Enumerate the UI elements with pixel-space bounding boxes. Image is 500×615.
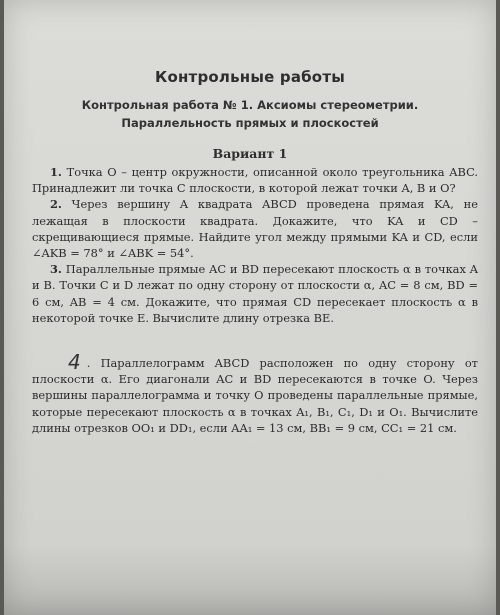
problem-list <box>32 164 478 436</box>
test-title-line-1: Контрольная работа № 1. Аксиомы стереометрии. <box>81 98 419 112</box>
section-title: Контрольные работы <box>155 68 345 86</box>
test-title <box>4 96 496 132</box>
problem-number: 2. <box>50 197 62 212</box>
book-page <box>4 0 496 615</box>
problem-2 <box>32 196 478 261</box>
test-title-line-2: Параллельность прямых и плоскостей <box>121 116 379 130</box>
problem-number: 3. <box>50 262 62 277</box>
handwritten-number: 4 <box>68 350 81 375</box>
problem-1 <box>32 164 478 196</box>
problem-number: 1. <box>50 165 62 179</box>
problem-text: Параллельные прямые AC и BD пересекают плоскость α в точках A и B. Точки C и D лежат по одну сторону от плоскости α, AC = 8 см, BD = 6 см, AB = 4 см. Докажите, что прямая CD пересекает плоскость α в некоторой точке E. Вычислите длину отрезка BE. <box>32 262 478 325</box>
page-shadow <box>4 545 496 615</box>
problem-3 <box>32 261 478 326</box>
problem-4 <box>32 350 478 436</box>
problem-text: Точка O – центр окружности, описанной около треугольника ABC. Принадлежит ли точка C плоскости, в которой лежат точки A, B и O? <box>32 165 479 196</box>
problem-text: . Параллелограмм ABCD расположен по одну сторону от плоскости α. Его диагонали AC и BD пересекаются в точке O. Через вершины параллелограмма и точку O проведены параллельные прямые, которые пересекают плоскость α в точках A₁, B₁, C₁, D₁ и O₁. Вычислите длины отрезков OO₁ и DD₁, если AA₁ = 13 см, BB₁ = 9 см, CC₁ = 21 см. <box>32 356 478 435</box>
problem-text: Через вершину A квадрата ABCD проведена прямая KA, не лежащая в плоскости квадрата. Докажите, что KA и CD – скрещивающиеся прямые. Найдите угол между прямыми KA и CD, если ∠AKB = 78° и ∠ABK = 54°. <box>32 197 478 261</box>
variant-heading: Вариант 1 <box>212 146 288 161</box>
